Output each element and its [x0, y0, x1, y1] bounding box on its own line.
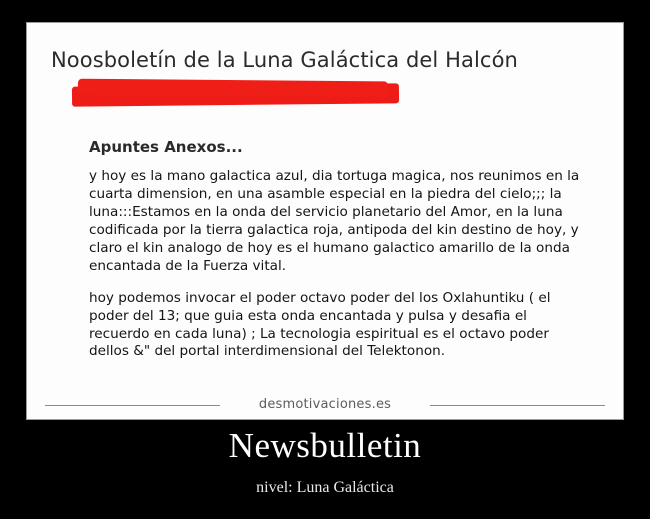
document-body — [89, 138, 589, 361]
watermark-text: desmotivaciones.es — [258, 397, 392, 412]
poster-caption: Newsbulletin — [228, 426, 422, 465]
document-title: Noosboletín de la Luna Galáctica del Halcón — [51, 48, 518, 72]
poster-subcaption: nivel: Luna Galáctica — [256, 479, 394, 496]
notes-heading: Apuntes Anexos... — [89, 138, 243, 156]
watermark-rule-right — [430, 405, 605, 406]
watermark — [27, 397, 623, 412]
redaction-marker — [72, 83, 399, 106]
paragraph-2: hoy podemos invocar el poder octavo poder del los Oxlahuntiku ( el poder del 13; que guia esta onda encantada y pulsa y desafia el recuerdo en cada luna) ; La tecnologia espiritual es el octavo poder dellos &" del portal interdimensional del Telektonon. — [89, 289, 551, 360]
watermark-rule-left — [45, 405, 220, 406]
paragraph-1: y hoy es la mano galactica azul, dia tortuga magica, nos reunimos en la cuarta dimension, en una asamble especial en la piedra del cielo;;; la luna:::Estamos en la onda del servicio planetario del Amor, en la luna codificada por la tierra galactica roja, antipoda del kin destino de hoy, y claro el kin analogo de hoy es el humano galactico amarillo de la onda encantada de la Fuerza vital. — [89, 168, 580, 274]
poster-image-frame — [26, 22, 624, 420]
scanned-document — [27, 23, 623, 419]
